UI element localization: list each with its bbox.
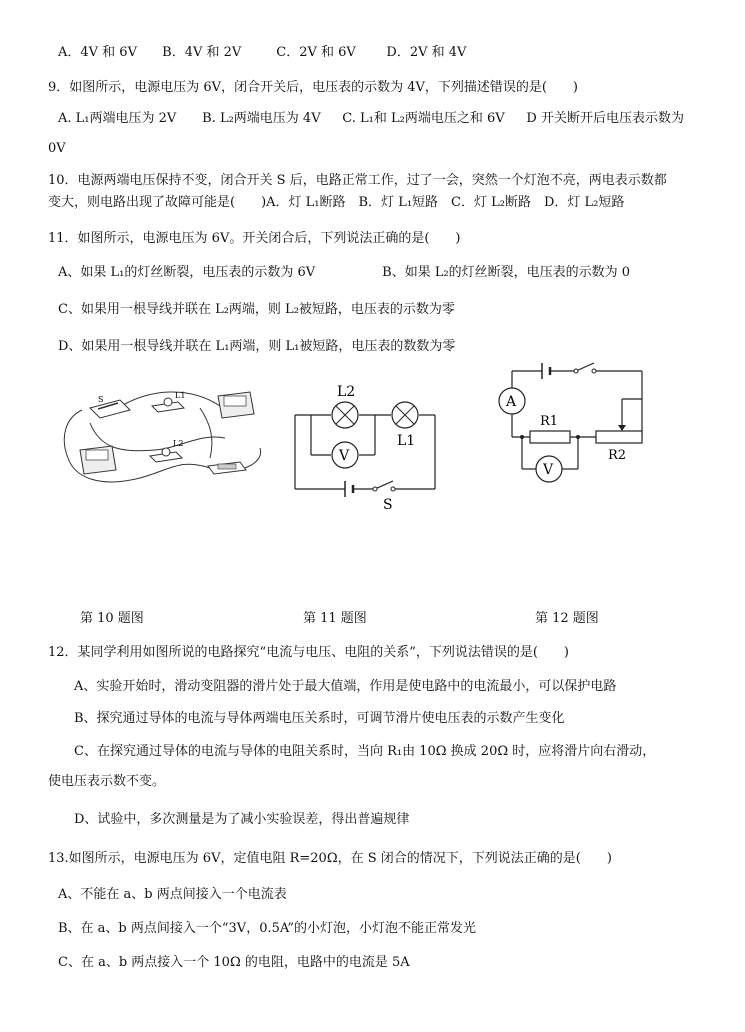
q9-option-c: C. L₁和 L₂两端电压之和 6V — [342, 111, 505, 126]
figure-12-circuit-diagram — [492, 355, 672, 495]
q8-option-b: B．4V 和 2V — [162, 45, 242, 60]
q12-option-d: D、试验中，多次测量是为了减小实验误差，得出普遍规律 — [74, 812, 410, 827]
q11-stem: 11．如图所示，电源电压为 6V。开关闭合后，下列说法正确的是( ) — [48, 231, 461, 246]
caption-figure-10: 第 10 题图 — [80, 611, 144, 626]
fig10-battery — [208, 462, 246, 474]
fig12-resistor-r1 — [530, 414, 570, 443]
q11-option-a: A、如果 L₁的灯丝断裂，电压表的示数为 6V — [58, 265, 316, 280]
q8-option-d: D．2V 和 4V — [386, 45, 467, 60]
fig10-ammeter — [218, 392, 254, 418]
fig12-slider-arrow — [618, 425, 626, 431]
fig12-switch — [574, 369, 596, 373]
figure-10-circuit-sketch — [60, 378, 275, 498]
fig11-lamp-l1 — [392, 402, 418, 449]
fig11-switch — [373, 487, 395, 513]
q11-option-d: D、如果用一根导线并联在 L₁两端，则 L₁被短路，电压表的数数为零 — [58, 339, 456, 354]
q10-stem-line2: 变大，则电路出现了故障可能是( )A．灯 L₁断路 B．灯 L₁短路 C．灯 L₂断路 D．灯 L₂短路 — [48, 195, 625, 210]
fig12-rheostat-r2 — [596, 431, 642, 463]
fig10-switch-label: S — [98, 395, 104, 404]
fig11-voltmeter — [332, 442, 358, 468]
fig12-junction-left — [520, 435, 524, 439]
q10-stem-line1: 10．电源两端电压保持不变，闭合开关 S 后，电路正常工作，过了一会，突然一个灯泡不亮，两电表示数都 — [48, 173, 667, 188]
fig12-r2-label: R2 — [608, 448, 627, 463]
caption-figure-11: 第 11 题图 — [303, 611, 367, 626]
fig12-r1-label: R1 — [540, 414, 559, 429]
fig11-voltmeter-label: V — [339, 448, 350, 464]
fig11-battery — [345, 481, 353, 497]
q9-stem: 9．如图所示，电源电压为 6V，闭合开关后，电压表的示数为 4V，下列描述错误的是( ) — [48, 80, 578, 95]
fig12-voltmeter-label: V — [543, 462, 554, 478]
q13-option-b: B、在 a、b 两点间接入一个“3V，0.5A”的小灯泡，小灯泡不能正常发光 — [58, 921, 476, 936]
q12-stem: 12．某同学利用如图所说的电路探究“电流与电压、电阻的关系”，下列说法错误的是( ) — [48, 645, 569, 660]
q13-option-c: C、在 a、b 两点接入一个 10Ω 的电阻，电路中的电流是 5A — [58, 955, 410, 970]
q11-options-ab — [58, 264, 630, 282]
q13-option-a: A、不能在 a、b 两点间接入一个电流表 — [58, 887, 287, 902]
q11-option-c: C、如果用一根导线并联在 L₂两端，则 L₂被短路，电压表的示数为零 — [58, 302, 455, 317]
q11-option-b: B、如果 L₂的灯丝断裂，电压表的示数为 0 — [382, 265, 631, 280]
fig11-lamp-l2 — [332, 384, 358, 428]
caption-figure-12: 第 12 题图 — [535, 611, 599, 626]
fig12-ammeter-label: A — [506, 394, 517, 410]
fig10-lamp2-label: L2 — [173, 439, 184, 448]
q12-option-c-line1: C、在探究通过导体的电流与导体的电阻关系时，当向 R₁由 10Ω 换成 20Ω 时，应将滑片向右滑动， — [74, 744, 656, 759]
fig12-voltmeter — [536, 456, 562, 482]
fig11-switch-label: S — [383, 497, 393, 513]
q12-option-c-line2: 使电压表示数不变。 — [48, 774, 166, 789]
q9-option-d: D 开关断开后电压表示数为 — [526, 111, 684, 126]
q9-options — [58, 110, 684, 128]
q8-option-a: A．4V 和 6V — [58, 45, 137, 60]
fig12-battery — [542, 363, 550, 379]
fig10-lamp1-label: L1 — [175, 391, 186, 400]
q8-options — [58, 44, 466, 62]
q8-option-c: C．2V 和 6V — [276, 45, 356, 60]
fig10-voltmeter — [80, 446, 116, 474]
q13-stem: 13.如图所示，电源电压为 6V，定值电阻 R=20Ω，在 S 闭合的情况下，下列说法正确的是( ) — [48, 851, 612, 866]
figure-11-circuit-diagram — [285, 375, 445, 515]
q12-option-a: A、实验开始时，滑动变阻器的滑片处于最大值端，作用是使电路中的电流最小，可以保护电路 — [74, 679, 617, 694]
q9-option-a: A. L₁两端电压为 2V — [58, 111, 177, 126]
fig12-junction-right — [576, 435, 580, 439]
fig12-ammeter — [499, 388, 525, 414]
q9-option-d-continued: 0V — [48, 141, 66, 156]
fig10-switch — [90, 395, 130, 418]
fig11-lamp-l1-label: L1 — [397, 433, 416, 449]
q9-option-b: B. L₂两端电压为 4V — [202, 111, 321, 126]
fig11-lamp-l2-label: L2 — [337, 384, 356, 400]
fig10-lamp-1 — [152, 391, 185, 412]
q12-option-b: B、探究通过导体的电流与导体两端电压关系时，可调节滑片使电压表的示数产生变化 — [74, 711, 565, 726]
